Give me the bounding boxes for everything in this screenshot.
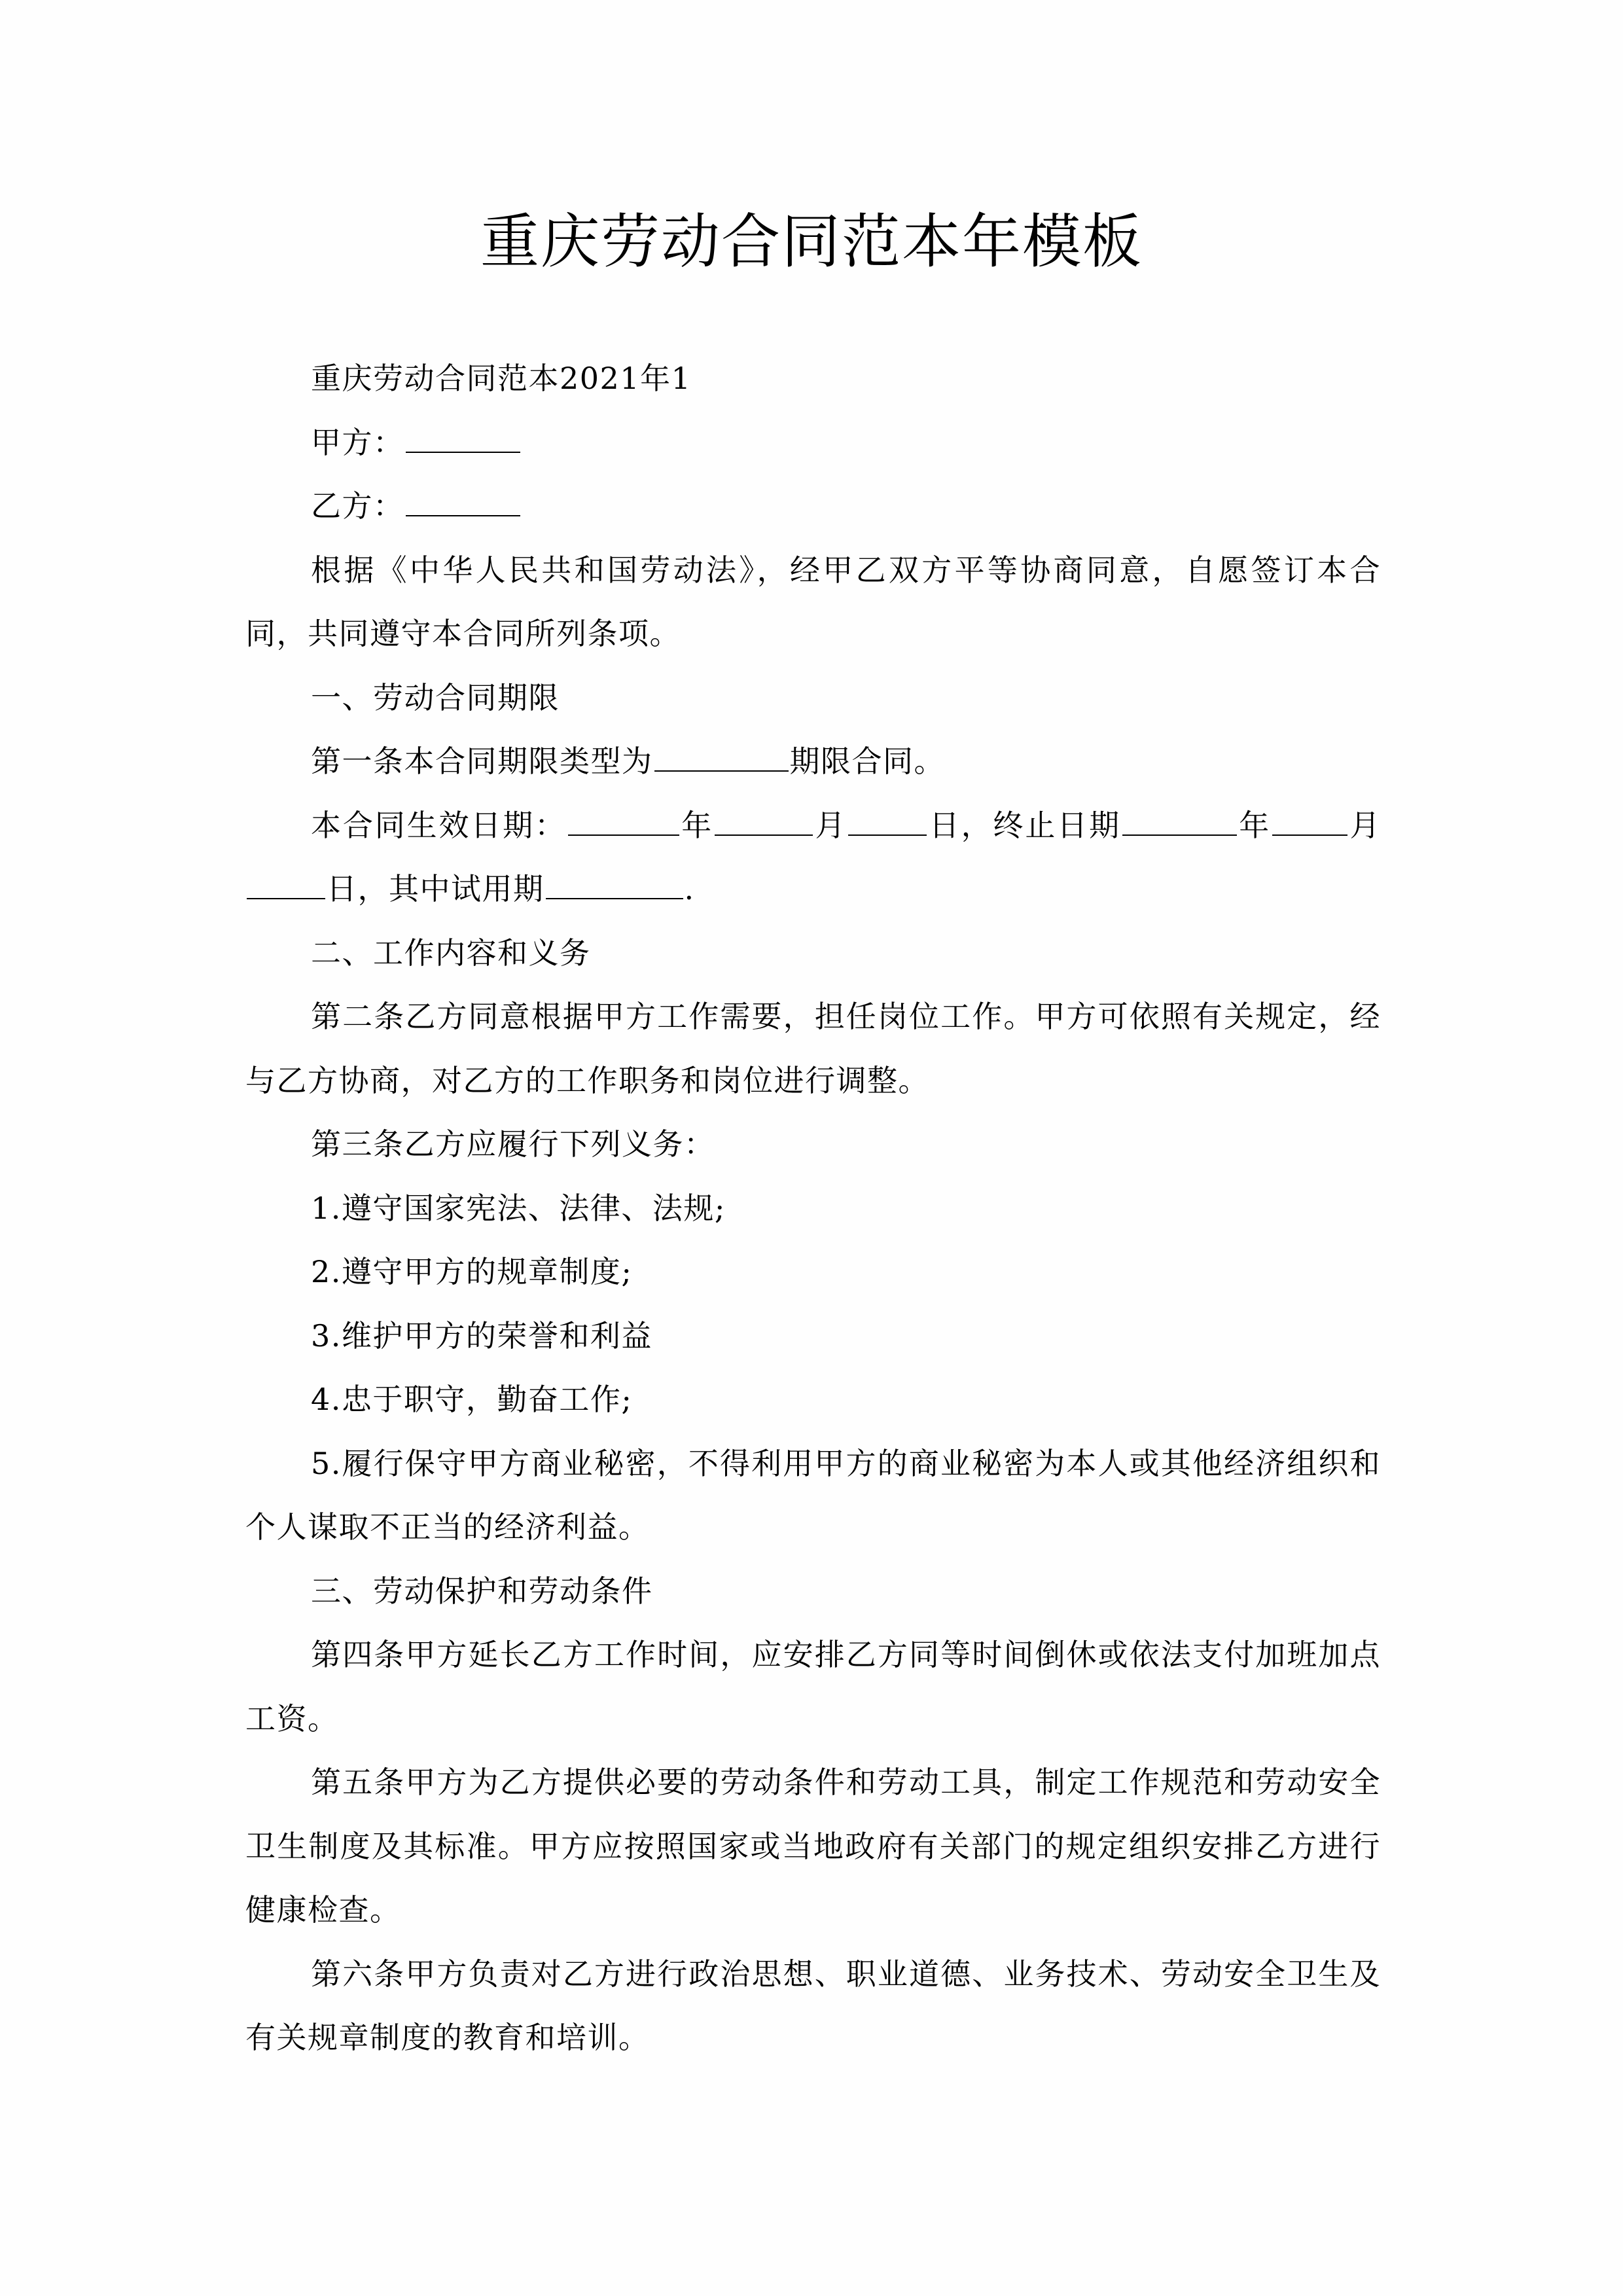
year-label: 年 — [680, 807, 714, 843]
party-b-label: 乙方： — [311, 488, 404, 524]
section-heading-3: 三、劳动保护和劳动条件 — [311, 1573, 653, 1609]
duty-item-5: 5.履行保守甲方商业秘密，不得利用甲方的商业秘密为本人或其他经济组织和个人谋取不正当的经济利益。 — [245, 1445, 1381, 1545]
probation-blank[interactable] — [546, 869, 683, 899]
contract-type-blank[interactable] — [654, 742, 789, 772]
party-b-blank[interactable] — [406, 486, 520, 516]
end-date-label: 日，终止日期 — [928, 807, 1121, 843]
month-label-2: 月 — [1349, 807, 1382, 843]
end-year-blank[interactable] — [1122, 806, 1237, 836]
duty-item-2: 2.遵守甲方的规章制度; — [311, 1254, 633, 1289]
duty-item-1: 1.遵守国家宪法、法律、法规; — [311, 1190, 726, 1226]
end-day-blank[interactable] — [247, 869, 325, 899]
period-mark: . — [684, 871, 695, 906]
section-heading-2: 二、工作内容和义务 — [311, 935, 591, 971]
article-6-paragraph: 第六条甲方负责对乙方进行政治思想、职业道德、业务技术、劳动安全卫生及有关规章制度的教育和培训。 — [245, 1956, 1381, 2055]
section-heading-1: 一、劳动合同期限 — [311, 679, 560, 715]
start-year-blank[interactable] — [568, 806, 679, 836]
article-3-paragraph: 第三条乙方应履行下列义务： — [311, 1126, 715, 1162]
start-month-blank[interactable] — [715, 806, 813, 836]
article-1-paragraph — [245, 730, 1381, 794]
article-1-prefix: 第一条本合同期限类型为 — [311, 744, 653, 779]
party-a-blank[interactable] — [406, 423, 520, 453]
party-b-line — [245, 475, 1381, 539]
month-label: 月 — [814, 807, 847, 843]
party-a-label: 甲方： — [311, 424, 404, 460]
start-date-label: 本合同生效日期： — [311, 807, 567, 843]
preamble-paragraph: 根据《中华人民共和国劳动法》，经甲乙双方平等协商同意，自愿签订本合同，共同遵守本合同所列条项。 — [245, 552, 1381, 651]
effective-dates-paragraph — [245, 794, 1381, 922]
article-4-paragraph: 第四条甲方延长乙方工作时间，应安排乙方同等时间倒休或依法支付加班加点工资。 — [245, 1637, 1381, 1736]
duty-item-3: 3.维护甲方的荣誉和利益 — [311, 1318, 652, 1354]
year-label-2: 年 — [1238, 807, 1272, 843]
party-a-line — [245, 411, 1381, 475]
article-5-paragraph: 第五条甲方为乙方提供必要的劳动条件和劳动工具，制定工作规范和劳动安全卫生制度及其标准。甲方应按照国家或当地政府有关部门的规定组织安排乙方进行健康检查。 — [245, 1765, 1381, 1928]
document-title: 重庆劳动合同范本年模板 — [480, 207, 1143, 276]
article-1-suffix: 期限合同。 — [789, 744, 945, 779]
start-day-blank[interactable] — [848, 806, 927, 836]
duty-item-4: 4.忠于职守，勤奋工作; — [311, 1382, 633, 1417]
end-month-blank[interactable] — [1272, 806, 1347, 836]
document-body — [245, 347, 1381, 2070]
probation-label: 日，其中试用期 — [327, 871, 544, 906]
article-2-paragraph: 第二条乙方同意根据甲方工作需要，担任岗位工作。甲方可依照有关规定，经与乙方协商，对乙方的工作职务和岗位进行调整。 — [245, 999, 1381, 1098]
document-subtitle: 重庆劳动合同范本2021年1 — [311, 361, 692, 396]
